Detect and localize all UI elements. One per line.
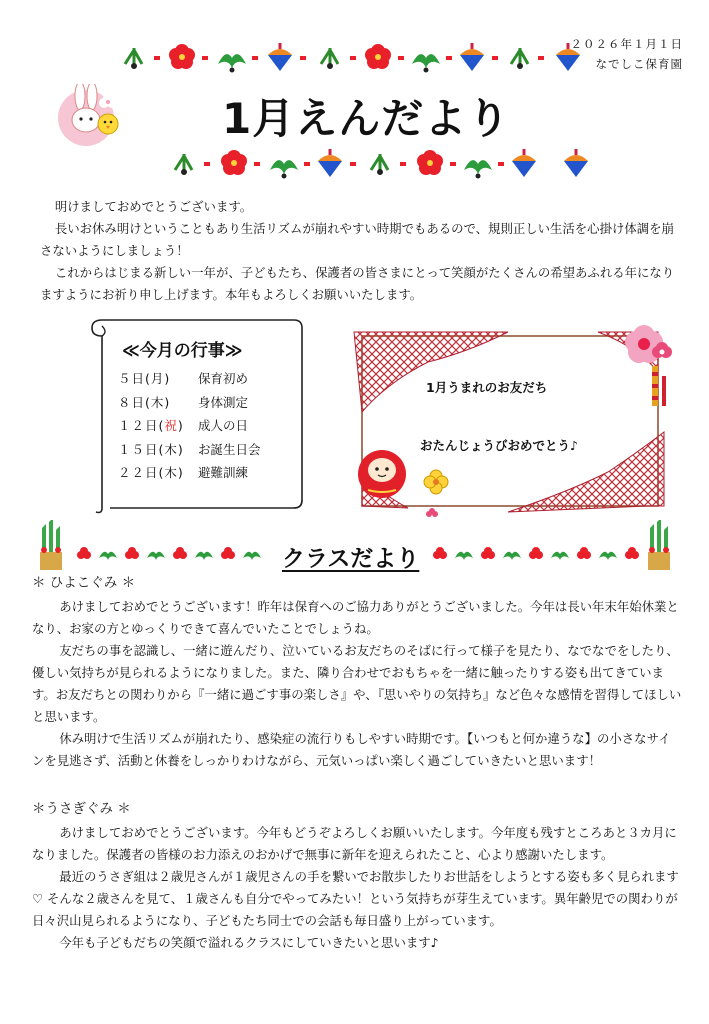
spinning-top-icon — [564, 149, 588, 177]
hiyoko-class-section — [32, 572, 682, 772]
plum-blossom-icon — [481, 547, 495, 559]
event-date: ８日(木) — [118, 394, 171, 410]
spinning-top-icon — [318, 149, 342, 177]
bamboo-leaf-icon — [551, 552, 569, 560]
spinning-top-icon — [460, 43, 484, 71]
event-name: 成人の日 — [198, 418, 249, 433]
bamboo-leaf-icon — [455, 552, 473, 560]
plum-blossom-icon — [173, 547, 187, 559]
usagi-class-section — [32, 798, 682, 954]
new-year-decoration-bottom — [120, 146, 590, 180]
page-title: 1月えんだより — [222, 94, 511, 143]
bamboo-leaf-icon — [270, 160, 298, 178]
events-title: ≪今月の行事≫ — [122, 341, 243, 361]
event-row — [118, 438, 288, 462]
flower-icon — [424, 470, 448, 494]
new-year-decoration-top — [120, 40, 590, 74]
bamboo-leaf-icon — [503, 552, 521, 560]
plum-blossom-icon — [417, 150, 443, 175]
usagi-paragraph: 今年も子どもだちの笑顔で溢れるクラスにしていきたいと思います♪ — [59, 935, 439, 950]
hiyoko-paragraph: 休み明けで生活リズムが崩れたり、感染症の流行りもしやすい時期です。【いつもと何か違うな】の小さなサインを見逃さず、活動と休養をしっかりわけながら、元気いっぱい楽しく過ごしていきたいと思います！ — [32, 731, 671, 768]
plum-blossom-icon — [433, 547, 447, 559]
event-row — [118, 367, 288, 391]
event-row — [118, 391, 288, 415]
birthday-frame — [348, 322, 680, 522]
plum-blossom-icon — [221, 547, 235, 559]
bamboo-leaf-icon — [599, 552, 617, 560]
bamboo-leaf-icon — [99, 552, 117, 560]
birthday-message: おたんじょうびおめでとう♪ — [420, 438, 578, 453]
plum-blossom-icon — [625, 547, 639, 559]
intro-paragraph: これからはじまる新しい一年が、子どもたち、保護者の皆さまにとって笑顔がたくさんの希望あふれる年になりますようにお祈り申し上げます。本年もよろしくお願いいたします。 — [40, 265, 675, 302]
plum-blossom-icon — [577, 547, 591, 559]
event-date: ２２日(木) — [118, 465, 184, 480]
plum-blossom-icon — [365, 44, 391, 69]
plum-blossom-icon — [426, 508, 438, 517]
plum-blossom-icon — [169, 44, 195, 69]
bamboo-leaf-icon — [195, 552, 213, 560]
event-name: 避難訓練 — [198, 465, 249, 480]
bamboo-leaf-icon — [243, 552, 261, 560]
intro-greeting — [40, 196, 680, 306]
plum-blossom-icon — [125, 547, 139, 559]
usagi-paragraph: 最近のうさぎ組は２歳児さんが１歳児さんの手を繋いでお散歩したりお世話をしようとする姿も多く見られます♡ そんな２歳さんを見て、１歳さんも自分でやってみたい！という気持ちが芽生えています。異年齢児での関わりが日々沢山見られるようになり、子どもたち同士での会話も毎日盛り上がっています。 — [32, 869, 679, 928]
daruma-icon — [358, 450, 406, 498]
pine-sprig-icon — [175, 154, 192, 175]
hiyoko-heading: ＊ ひよこぐみ ＊ — [32, 575, 136, 591]
event-row — [118, 414, 288, 438]
event-date: ５日(月) — [118, 371, 171, 386]
plum-blossom-icon — [529, 547, 543, 559]
hiyoko-paragraph: 友だちの事を認識し、一緒に遊んだり、泣いているお友だちのそばに行って様子を見たり、なでなでをしたり、優しい気持ちが見られるようになりました。また、隣り合わせでおもちゃを一緒に触ったりする姿も出てきています。お友だちとの関わりから『一緒に過ごす事の楽しさ』や、『思いやりの気持ち』など色々な感情を習得してほしいと思います。 — [32, 643, 682, 724]
bamboo-leaf-icon — [464, 160, 492, 178]
pine-sprig-icon — [125, 48, 142, 69]
kadomatsu-icon — [40, 520, 62, 570]
plum-blossom-icon — [77, 547, 91, 559]
event-date: １２日(祝) — [118, 418, 184, 433]
event-row — [118, 461, 288, 485]
intro-paragraph: 明けましておめでとうございます。 — [54, 199, 253, 214]
class-section-title: クラスだより — [282, 546, 420, 572]
events-list — [118, 336, 288, 485]
issue-date: ２０２６年１月１日 — [570, 37, 683, 51]
birthday-heading: 1月うまれのお友だち — [426, 380, 548, 395]
bamboo-leaf-icon — [218, 54, 246, 72]
intro-paragraph: 長いお休み明けということもあり生活リズムが崩れやすい時期でもあるので、規則正しい生活を心掛け体調を崩さないようにしましょう！ — [40, 221, 674, 258]
hiyoko-paragraph: あけましておめでとうございます！昨年は保育へのご協力ありがとうございました。今年は長い年末年始休業となり、お家の方とゆっくりできて喜んでいたことでしょうね。 — [32, 599, 679, 636]
bunny-chick-mascot-icon — [56, 84, 140, 148]
org-name: なでしこ保育園 — [595, 57, 683, 71]
bamboo-leaf-icon — [147, 552, 165, 560]
usagi-heading: ＊うさぎぐみ ＊ — [32, 801, 131, 817]
event-name: お誕生日会 — [198, 441, 261, 457]
spinning-top-icon — [512, 149, 536, 177]
plum-blossom-icon — [221, 150, 247, 175]
event-name: 身体測定 — [198, 394, 249, 410]
event-date: １５日(木) — [118, 441, 184, 457]
tassel-icon — [652, 366, 666, 406]
event-name: 保育初め — [198, 371, 249, 386]
spinning-top-icon — [556, 43, 580, 71]
pine-sprig-icon — [511, 48, 528, 69]
kadomatsu-icon — [648, 520, 670, 570]
spinning-top-icon — [268, 43, 292, 71]
holiday-mark: 祝 — [164, 418, 178, 433]
pine-sprig-icon — [371, 154, 388, 175]
pine-sprig-icon — [321, 48, 338, 69]
bamboo-leaf-icon — [412, 54, 440, 72]
usagi-paragraph: あけましておめでとうございます。今年もどうぞよろしくお願いいたします。今年度も残すところあと３カ月になりました。保護者の皆様のお力添えのおかげで無事に新年を迎えられたこと、心より感謝いたします。 — [32, 825, 677, 862]
